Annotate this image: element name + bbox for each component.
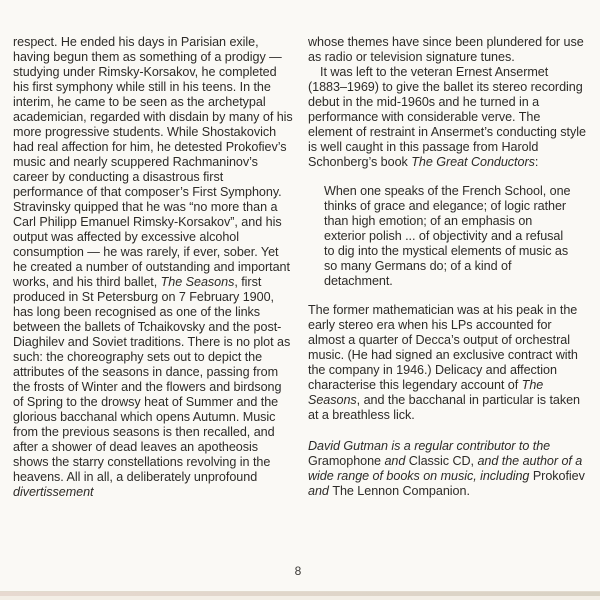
text-run: , first produced in St Petersburg on 7 February 1900, has long been recognised as one of the links between the ballets of Tchaikovsky and the post-Diaghilev and Soviet traditions. There is no plot as such: the choreography sets out to depict the attributes of the seasons in dance, passing from the frosts of Winter and the flowers and birdsong of Spring to the drowsy heat of Summer and the glorious bacchanal which opens Autumn. Music from the previous seasons is then recalled, and after a shower of dead leaves an apotheosis shows the starry constellations revolving in the heavens. All in all, a deliberately unprofound bbox=[13, 275, 291, 484]
text-run: , and the bacchanal in particular is taken at a breathless lick. bbox=[308, 393, 580, 422]
text-run: : bbox=[534, 155, 539, 169]
text-run: The Lennon Companion. bbox=[332, 484, 470, 498]
italic-text-run: The Seasons bbox=[160, 275, 235, 289]
block-quote bbox=[308, 184, 576, 289]
italic-text-run: and bbox=[308, 484, 333, 498]
italic-text-run: and bbox=[381, 454, 409, 468]
italic-text-run: and the author of a wide range of books on music, including bbox=[308, 454, 583, 483]
text-run: whose themes have since been plundered for use as radio or television signature tunes. bbox=[308, 35, 584, 64]
text-run: When one speaks of the French School, one thinks of grace and elegance; of logic rather than high emotion; of an emphasis on exterior polish ... of objectivity and a refusal to dig into the mystical elements of music as so many Germans do; of a kind of detachment. bbox=[324, 184, 571, 288]
text-run: The former mathematician was at his peak in the early stereo era when his LPs accounted for almost a quarter of Decca’s output of orchestral music. (He had signed an exclusive contract with the company in 1946.) Delicacy and affection characterise this legendary account of bbox=[308, 303, 578, 392]
text-run: respect. He ended his days in Parisian exile, having begun them as something of a prodigy — studying under Rimsky-Korsakov, he completed his first symphony while still in his teens. In the interim, he came to be seen as the archetypal academician, regarded with disdain by many of his more progressive students. While Shostakovich had real affection for him, he detested Prokofiev’s music and nearly scuppered Rachmaninov’s career by conducting a disastrous first performance of that composer’s First Symphony. Stravinsky quipped that he was “no more than a Carl Philipp Emanuel Rimsky-Korsakov”, and his output was affected by excessive alcohol consumption — he was rarely, if ever, sober. Yet he created a number of outstanding and important works, and his third ballet, bbox=[13, 35, 293, 289]
two-column-text-block bbox=[13, 35, 588, 500]
right-column bbox=[308, 35, 588, 500]
body-paragraph-continuation bbox=[13, 35, 293, 500]
italic-text-run: The Seasons bbox=[308, 378, 544, 407]
italic-text-run: The Great Conductors bbox=[411, 155, 535, 169]
page-bottom-margin bbox=[0, 596, 600, 600]
body-paragraph bbox=[308, 65, 588, 170]
body-paragraph bbox=[308, 303, 588, 423]
italic-text-run: divertissement bbox=[13, 485, 94, 499]
italic-text-run: David Gutman is a regular contributor to the bbox=[308, 439, 551, 453]
page-number: 8 bbox=[294, 564, 302, 578]
author-bio-paragraph bbox=[308, 439, 588, 499]
text-run: It was left to the veteran Ernest Ansermet (1883–1969) to give the ballet its stereo recording debut in the mid-1960s and he turned in a performance with considerable verve. The element of restraint in Ansermet’s conducting style is well caught in this passage from Harold Schonberg’s book bbox=[308, 65, 586, 169]
left-column bbox=[13, 35, 293, 500]
body-paragraph bbox=[308, 35, 588, 65]
text-run: Prokofiev bbox=[532, 469, 585, 483]
text-run: Classic CD, bbox=[408, 454, 475, 468]
text-run: Gramophone bbox=[308, 454, 382, 468]
